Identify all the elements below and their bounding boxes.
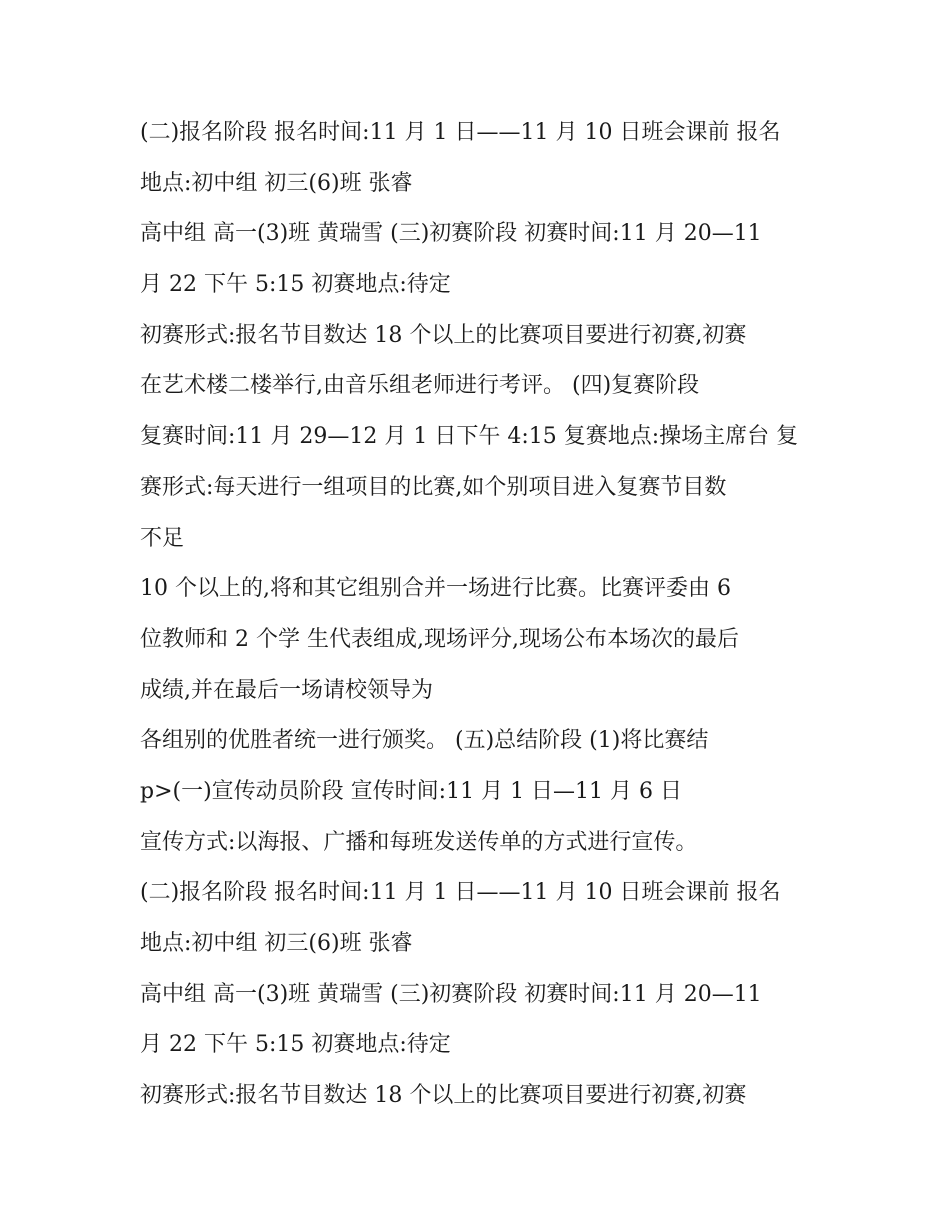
- text-line: (二)报名阶段 报名时间:11 月 1 日——11 月 10 日班会课前 报名: [140, 120, 781, 145]
- text-line: (二)报名阶段 报名时间:11 月 1 日——11 月 10 日班会课前 报名: [140, 880, 781, 906]
- text-line: 初赛形式:报名节目数达 18 个以上的比赛项目要进行初赛,初赛: [140, 322, 747, 348]
- text-line: 在艺术楼二楼举行,由音乐组老师进行考评。 (四)复赛阶段: [140, 373, 700, 399]
- text-line: 地点:初中组 初三(6)班 张睿: [140, 931, 413, 956]
- text-line: 月 22 下午 5:15 初赛地点:待定: [140, 1032, 451, 1058]
- text-line: 不足: [140, 525, 185, 551]
- text-line: 成绩,并在最后一场请校领导为: [140, 677, 433, 703]
- text-line: 地点:初中组 初三(6)班 张睿: [140, 170, 413, 196]
- text-line: 初赛形式:报名节目数达 18 个以上的比赛项目要进行初赛,初赛: [140, 1083, 747, 1109]
- text-line: 各组别的优胜者统一进行颁奖。 (五)总结阶段 (1)将比赛结: [140, 728, 709, 754]
- text-line: 宣传方式:以海报、广播和每班发送传单的方式进行宣传。: [140, 829, 698, 855]
- text-line: p>(一)宣传动员阶段 宣传时间:11 月 1 日—11 月 6 日: [140, 778, 683, 804]
- text-line: 高中组 高一(3)班 黄瑞雪 (三)初赛阶段 初赛时间:11 月 20—11: [140, 981, 762, 1007]
- document-body: [140, 108, 820, 1122]
- text-line: 高中组 高一(3)班 黄瑞雪 (三)初赛阶段 初赛时间:11 月 20—11: [140, 221, 762, 247]
- text-line: 月 22 下午 5:15 初赛地点:待定: [140, 272, 451, 298]
- text-line: 10 个以上的,将和其它组别合并一场进行比赛。比赛评委由 6: [140, 576, 731, 602]
- text-line: 位教师和 2 个学 生代表组成,现场评分,现场公布本场次的最后: [140, 626, 739, 652]
- text-line: 赛形式:每天进行一组项目的比赛,如个别项目进入复赛节目数: [140, 474, 727, 500]
- text-line: 复赛时间:11 月 29—12 月 1 日下午 4:15 复赛地点:操场主席台 复: [140, 424, 799, 450]
